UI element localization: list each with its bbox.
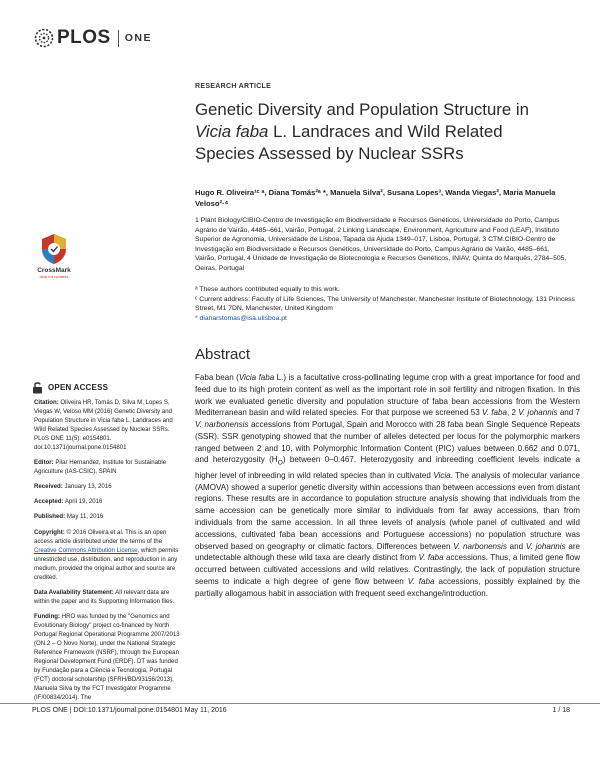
page-number: 1 / 18 — [552, 707, 570, 714]
editor-label: Editor: — [34, 459, 54, 467]
current-address-note: ᶜ Current address: Faculty of Life Sciences, The University of Manchester, Manchester Institute of Biotechnology, 131 Princess Street, M1 7DN, Manchester, United Kingdom — [195, 295, 575, 313]
abstract-text: ) between 0–0.467. Heterozygosity and inbreeding coefficient levels indicate a higher level of inbreeding in wild related species than in cultivated — [195, 455, 580, 480]
abstract-text: accessions, possibly explained by the partially allogamous habit in association with frequent seed exchange/introduction. — [195, 576, 580, 598]
title-species: Vicia faba — [195, 122, 269, 141]
abstract-italic: V. faba — [418, 553, 444, 563]
copyright-label: Copyright: — [34, 528, 65, 536]
title-line-1: Genetic Diversity and Population Structure in — [195, 100, 529, 119]
abstract-italic: V. faba — [481, 408, 507, 418]
abstract-italic: Vicia — [433, 470, 451, 480]
crossmark-label: CrossMark — [37, 267, 71, 274]
accepted-label: Accepted: — [34, 498, 64, 506]
citation-text: Oliveira HR, Tomás D, Silva M, Lopes S, Viegas W, Veloso MM (2016) Genetic Diversity and Population Structure in Vicia faba L. Landraces and Wild Related Species Assessed by Nuclear SSRs. PLoS ONE 11(5): e0154801. doi:10.1371/journal.pone.0154801 — [34, 399, 173, 452]
article-sidebar — [34, 398, 182, 708]
title-line-2: L. Landraces and Wild Related — [268, 122, 503, 141]
funding-block — [34, 612, 182, 702]
abstract-italic: V. faba — [407, 576, 435, 586]
crossmark-icon — [39, 232, 69, 266]
equal-contribution-note: ᵃ These authors contributed equally to this work. — [195, 286, 340, 293]
article-type: RESEARCH ARTICLE — [195, 83, 272, 90]
abstract-body — [195, 372, 580, 599]
open-lock-icon — [32, 381, 43, 394]
logo-one-text: ONE — [124, 32, 152, 44]
author-notes — [195, 285, 575, 323]
abstract-text: L.) is a facultative cross-pollinating legume crop with a great importance for food and feed due to its high protein content as well as the important role in soil fertility and nitrogen fixation. In this work we evaluated genetic diversity and population structure of faba bean accessions from the Western Mediterranean basin and wild related species. For that purpose we screened 53 — [195, 373, 580, 418]
abstract-text: are undetectable although these wild taxa are clearly distinct from — [195, 541, 580, 563]
published-date: May 11, 2016 — [65, 513, 104, 521]
title-line-3: Species Assessed by Nuclear SSRs — [195, 144, 464, 163]
abstract-text: accessions. Thus, a limited gene flow occurred between cultivated accessions and wild relatives. Contrastingly, the lack of population structure seems to indicate a high degree of gene flow between — [195, 553, 581, 586]
affiliations: 1 Plant Biology/CIBIO-Centro de Investigação em Biodiversidade e Recursos Genéticos, Universidade do Porto, Campus Agrário de Vairão, 4485–661, Vairão, Portugal, 2 Linking Landscape, Environment, Agriculture and Food (LEAF), Instituto Superior de Agronomia, Universidade de Lisboa, Tapada da Ajuda 1349–017, Lisboa, Portugal, 3 CTM.CIBIO-Centro de Investigação em Biodiversidade e Recursos Genéticos, Universidade do Porto, Campus Agrário de Vairão, 4485–661, Vairão, Portugal, 4 Unidade de Investigação de Biotecnologia e Recursos Genéticos, INIAV, Quinta do Marquês, 2784–505, Oeiras, Portugal — [195, 217, 567, 272]
accepted-date: April 19, 2016 — [63, 498, 103, 506]
open-access-badge — [32, 381, 108, 394]
copyright-text-b: , which permits unrestricted use, distribution, and reproduction in any medium, provided the original author and source are credited. — [34, 546, 179, 581]
plos-dots-icon — [33, 27, 55, 49]
footer-divider — [0, 703, 600, 704]
data-availability-text: All relevant data are within the paper and its Supporting Information files. — [34, 588, 175, 605]
corresponding-email-link[interactable]: * dianarstomas@isa.ulisboa.pt — [195, 314, 287, 322]
article-title — [195, 99, 585, 165]
abstract-heading: Abstract — [195, 346, 251, 363]
abstract-italic: V. narbonensis — [453, 541, 507, 551]
crossmark-sublabel: click for updates — [39, 274, 69, 279]
editor-block — [34, 458, 182, 476]
citation-label: Citation: — [34, 399, 59, 406]
abstract-text: and 7 — [557, 408, 581, 418]
abstract-italic: V. narbonensis — [195, 420, 249, 430]
received-date: January 13, 2016 — [62, 483, 112, 491]
abstract-subscript: O — [277, 460, 283, 468]
received-label: Received: — [34, 483, 63, 491]
funding-label: Funding: — [34, 612, 61, 620]
abstract-italic: V. johannis — [518, 408, 558, 418]
abstract-italic: V. johannis — [525, 541, 566, 551]
abstract-text: . The analysis of molecular variance (AMOVA) showed a superior genetic diversity within accessions than between accessions even from distant regions. These results are in accordance to population structure analysis showing that individuals from the same accession can be genetically more similar to individuals from far away accessions, than from individuals from the same accession. In all three levels of analysis (whole panel of cultivated and wild accessions, cultivated faba bean accessions and Portuguese accessions) no population structure was observed based on geography or climatic factors. Differences between — [195, 470, 580, 551]
data-availability-label: Data Availability Statement: — [34, 588, 114, 596]
abstract-text: Faba bean ( — [195, 373, 239, 382]
copyright-text-a: © 2016 Oliveira et al. This is an open access article distributed under the terms of the — [34, 528, 167, 545]
abstract-italic: Vicia faba — [238, 373, 275, 382]
copyright-block — [34, 528, 182, 582]
crossmark-badge[interactable] — [36, 232, 72, 279]
published-label: Published: — [34, 513, 66, 521]
logo-plos-text: PLOS — [57, 27, 111, 48]
citation-block — [34, 398, 182, 452]
received-block — [34, 482, 182, 491]
data-availability-block — [34, 588, 182, 606]
abstract-text: , 2 — [506, 408, 519, 418]
published-block — [34, 512, 182, 521]
plos-one-logo[interactable] — [33, 28, 152, 48]
accepted-block — [34, 497, 182, 506]
abstract-text: and — [506, 541, 526, 551]
author-list: Hugo R. Oliveira¹ᶜ ᵃ, Diana Tomás²ᵃ *, Manuela Silva², Susana Lopes³, Wanda Viegas², Maria Manuela Veloso²·⁴ — [195, 188, 556, 208]
funding-text: HRO was funded by the "Genomics and Evolutionary Biology" project co-financed by North Portugal Regional Operational Programme 2007/2013 (ON.2 – O Novo Norte), under the National Strategic Reference Framework (NSRF), through the European Regional Development Fund (ERDF). DT was funded by Fundação para a Ciência e Tecnologia, Portugal (FCT) doctoral scholarship (SFRH/BD/93156/2013), Manuela Silva by the FCT Investigator Programme (IF/00834/2014). The — [34, 612, 180, 702]
logo-separator — [118, 30, 119, 47]
abstract-text: accessions from Portugal, Spain and Morocco with 28 faba bean Single Sequence Repeats (SSR). SSR genotyping showed that the number of alleles detected per locus for the polymorphic markers ranged between 2 and 10, with Polymorphic Information Content (PIC) values between 0.662 and 0.071, and heterozygosity (H — [195, 420, 580, 465]
cc-license-link[interactable]: Creative Commons Attribution License — [34, 546, 138, 554]
editor-text: Pilar Hernandez, Institute for Sustainable Agriculture (IAS-CSIC), SPAIN — [34, 459, 167, 476]
footer-doi: PLOS ONE | DOI:10.1371/journal.pone.0154801 May 11, 2016 — [32, 707, 227, 714]
open-access-label: OPEN ACCESS — [48, 383, 109, 392]
